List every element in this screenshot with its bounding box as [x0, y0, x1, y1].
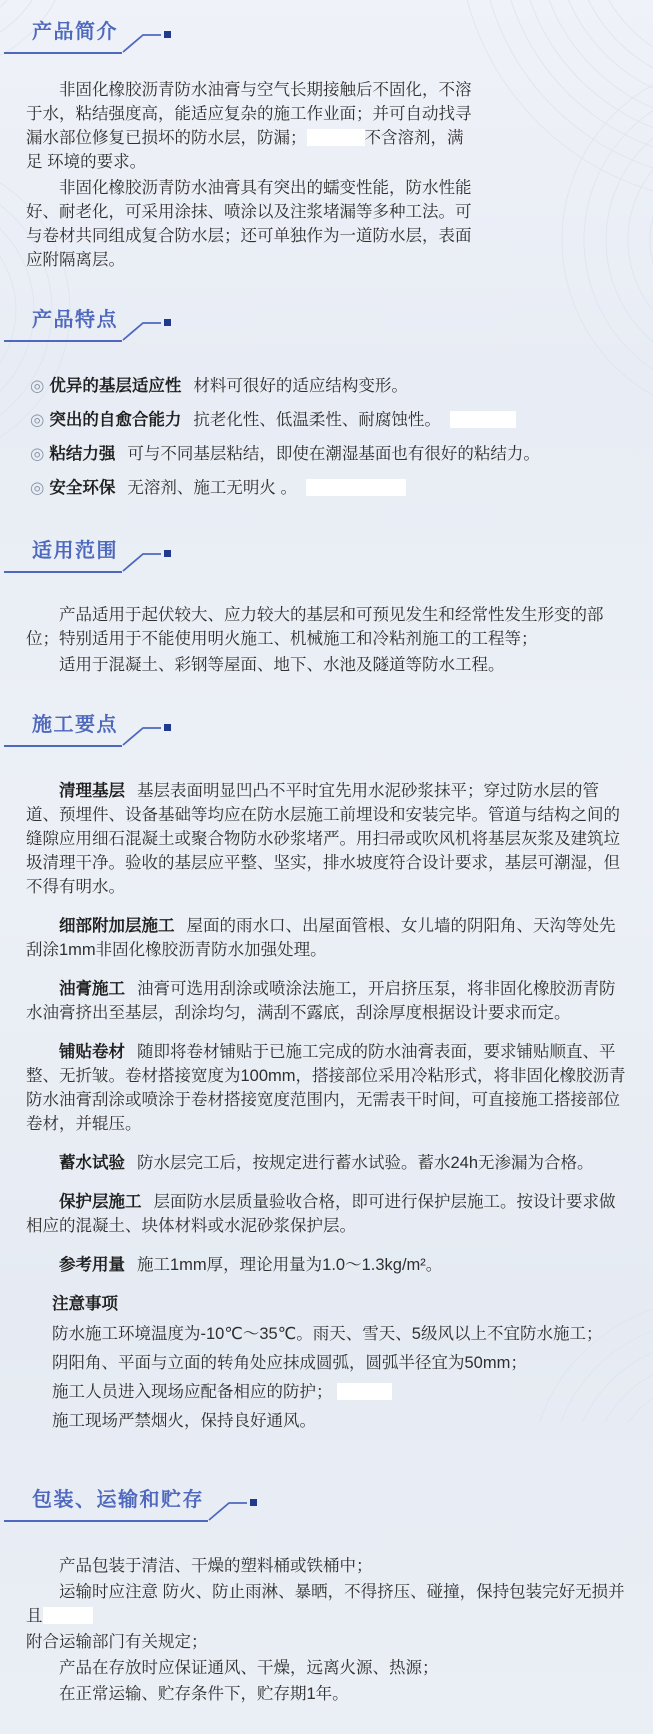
intro-paragraph-2: 非固化橡胶沥青防水油膏具有突出的蠕变性能，防水性能好、耐老化，可采用涂抹、喷涂以及注浆堵漏等多种工法。可与卷材共同组成复合防水层；还可单独作为一道防水层，表面应附隔离层。: [26, 179, 472, 269]
feature-label: 粘结力强: [49, 445, 116, 463]
section-header: [4, 18, 627, 54]
step-label: 清理基层: [59, 782, 125, 800]
packaging-paragraph-1: 产品包装于清洁、干燥的塑料桶或铁桶中；: [59, 1557, 373, 1575]
construction-body: [26, 779, 627, 1434]
feature-desc: 无溶剂、施工无明火 。: [127, 479, 297, 497]
step-paragraph-reference-dosage: [26, 1253, 627, 1277]
scope-body: [26, 603, 627, 677]
step-label: 蓄水试验: [59, 1154, 125, 1172]
whiteout-patch: [43, 1607, 93, 1624]
step-text: 随即将卷材铺贴于已施工完成的防水油膏表面，要求铺贴顺直、平整、无折皱。卷材搭接宽度为100mm，搭接部位采用冷粘形式，将非固化橡胶沥青防水油膏刮涂或喷涂于卷材搭接宽度范围内，无需表干时间，可直接施工搭接部位卷材，并辊压。: [26, 1043, 626, 1133]
step-text: 施工1mm厚，理论用量为1.0～1.3kg/m²。: [137, 1256, 443, 1274]
header-underline-tail-icon: [122, 18, 174, 54]
section-title-application-scope: 适用范围: [4, 539, 122, 573]
note-line-text: 施工人员进入现场应配备相应的防护；: [52, 1383, 333, 1401]
step-label: 细部附加层施工: [59, 917, 175, 935]
section-product-intro: [26, 18, 627, 272]
note-line: 阴阳角、平面与立面的转角处应抹成圆弧，圆弧半径宜为50mm；: [52, 1354, 527, 1372]
feature-item: [30, 440, 627, 469]
intro-paragraph-1: [26, 78, 478, 174]
packaging-paragraph-2: [26, 1580, 627, 1628]
step-text: 层面防水层质量验收合格，即可进行保护层施工。按设计要求做相应的混凝土、块体材料或水泥砂浆保护层。: [26, 1193, 616, 1235]
section-header: [4, 537, 627, 573]
step-paragraph-protective-layer: [26, 1190, 627, 1238]
section-packaging-storage: [26, 1486, 627, 1706]
step-paragraph-clean-base: [26, 779, 627, 899]
section-product-features: [26, 306, 627, 503]
whiteout-patch: [307, 129, 365, 146]
whiteout-patch: [450, 411, 516, 428]
intro-paragraph-1-text: 非固化橡胶沥青防水油膏与空气长期接触后不固化，不溶于水，粘结强度高，能适应复杂的施工作业面；并可自动找寻漏水部位修复已损坏的防水层，防漏；: [26, 81, 472, 147]
header-underline-tail-icon: [122, 306, 174, 342]
section-header: [4, 1486, 627, 1522]
features-list: [26, 372, 627, 503]
step-paragraph-lay-membrane: [26, 1040, 627, 1136]
notes-heading: 注意事项: [52, 1295, 118, 1313]
intro-paragraph-1-text-continued: 不含溶剂，满足 环境的要求。: [26, 129, 464, 171]
ring-bullet-icon: ◎: [30, 479, 45, 497]
ring-bullet-icon: ◎: [30, 377, 45, 395]
header-underline-tail-icon: [122, 711, 174, 747]
packaging-paragraph-2-text: 运输时应注意 防火、防止雨淋、暴晒，不得挤压、碰撞，保持包装完好无损并且: [26, 1583, 625, 1625]
feature-item: [30, 474, 627, 503]
note-line: 防水施工环境温度为-10℃～35℃。雨天、雪天、5级风以上不宜防水施工；: [52, 1325, 603, 1343]
section-title-construction-points: 施工要点: [4, 713, 122, 747]
ring-bullet-icon: ◎: [30, 411, 45, 429]
step-text: 油膏可选用刮涂或喷涂法施工，开启挤压泵，将非固化橡胶沥青防水油膏挤出至基层，刮涂均匀，满刮不露底，刮涂厚度根据设计要求而定。: [26, 980, 616, 1022]
header-underline-tail-icon: [208, 1486, 260, 1522]
ring-bullet-icon: ◎: [30, 445, 45, 463]
step-text: 基层表面明显凹凸不平时宜先用水泥砂浆抹平；穿过防水层的管道、预埋件、设备基础等均应在防水层施工前埋设和安装完毕。管道与结构之间的缝隙应用细石混凝土或聚合物防水砂浆堵严。用扫帚或吹风机将基层灰浆及建筑垃圾清理干净。验收的基层应平整、坚实，排水坡度符合设计要求，基层可潮湿，但不得有明水。: [26, 782, 620, 896]
feature-label: 安全环保: [49, 479, 116, 497]
note-line: 施工现场严禁烟火，保持良好通风。: [52, 1412, 316, 1430]
scope-paragraph-1: 产品适用于起伏较大、应力较大的基层和可预见发生和经常性发生形变的部位；特别适用于不能使用明火施工、机械施工和冷粘剂施工的工程等；: [26, 606, 604, 648]
feature-label: 优异的基层适应性: [49, 377, 182, 395]
feature-desc: 可与不同基层粘结，即使在潮湿基面也有很好的粘结力。: [127, 445, 540, 463]
section-header: [4, 306, 627, 342]
section-title-product-intro: 产品简介: [4, 20, 122, 54]
whiteout-patch: [306, 479, 406, 496]
step-paragraph-paste-apply: [26, 977, 627, 1025]
intro-body: [26, 78, 627, 272]
section-title-packaging-storage: 包装、运输和贮存: [4, 1488, 208, 1522]
feature-label: 突出的自愈合能力: [49, 411, 182, 429]
notes-block: [52, 1292, 627, 1434]
scope-paragraph-2: 适用于混凝土、彩钢等屋面、地下、水池及隧道等防水工程。: [59, 656, 505, 674]
packaging-body: [26, 1554, 627, 1706]
feature-desc: 材料可很好的适应结构变形。: [193, 377, 408, 395]
section-title-product-features: 产品特点: [4, 308, 122, 342]
feature-item: [30, 406, 627, 435]
section-header: [4, 711, 627, 747]
whiteout-patch: [337, 1383, 392, 1400]
packaging-paragraph-4: 产品在存放时应保证通风、干燥，远离火源、热源；: [59, 1659, 439, 1677]
step-label: 油膏施工: [59, 980, 125, 998]
step-paragraph-water-test: [26, 1151, 627, 1175]
step-label: 参考用量: [59, 1256, 125, 1274]
step-text: 防水层完工后，按规定进行蓄水试验。蓄水24h无渗漏为合格。: [137, 1154, 594, 1172]
section-construction-points: [26, 711, 627, 1434]
step-label: 保护层施工: [59, 1193, 142, 1211]
section-application-scope: [26, 537, 627, 677]
note-line: [52, 1380, 627, 1405]
feature-item: [30, 372, 627, 401]
step-text: 屋面的雨水口、出屋面管根、女儿墙的阴阳角、天沟等处先刮涂1mm非固化橡胶沥青防水加强处理。: [26, 917, 616, 959]
step-paragraph-detail-layer: [26, 914, 627, 962]
header-underline-tail-icon: [122, 537, 174, 573]
feature-desc: 抗老化性、低温柔性、耐腐蚀性。: [193, 411, 441, 429]
step-label: 铺贴卷材: [59, 1043, 125, 1061]
packaging-paragraph-5: 在正常运输、贮存条件下，贮存期1年。: [59, 1685, 349, 1703]
packaging-paragraph-3: 附合运输部门有关规定；: [26, 1633, 208, 1651]
